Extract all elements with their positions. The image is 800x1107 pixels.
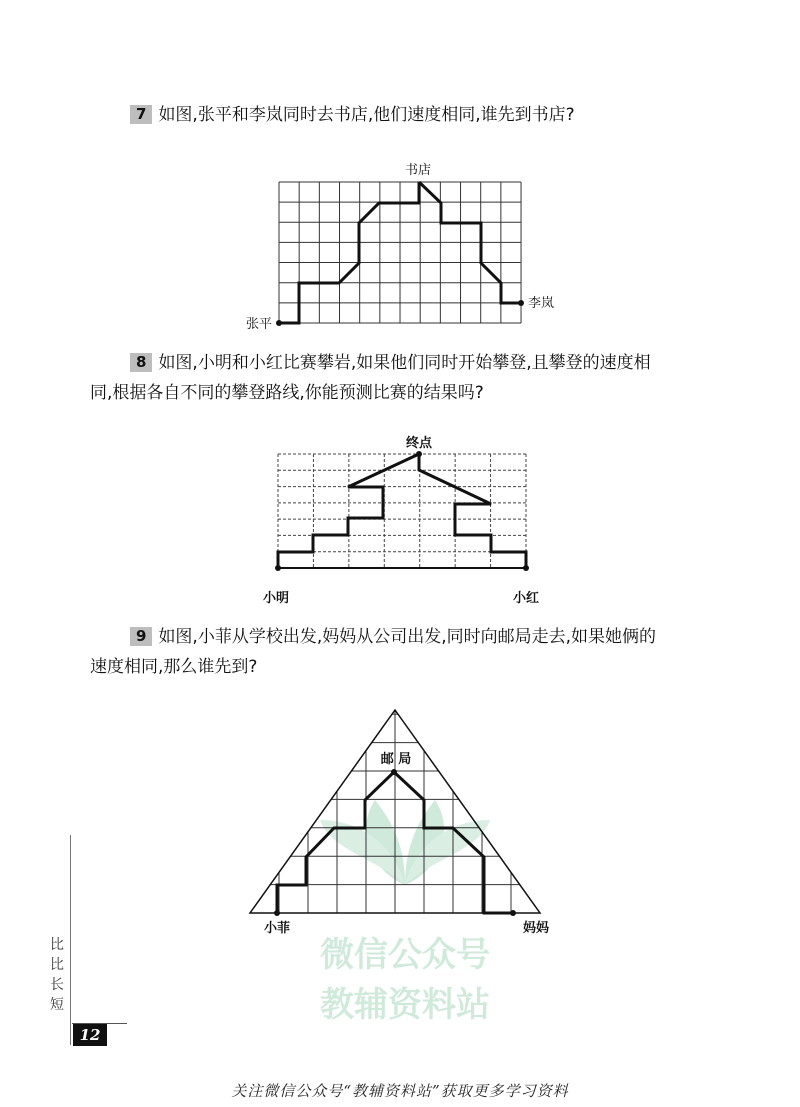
figure-8-start-dot-right xyxy=(523,565,529,571)
figure-8-label-xiaoming: 小明 xyxy=(262,591,290,606)
figure-7-path-zhangping xyxy=(279,182,419,323)
watermark-text-line1: 微信公众号 xyxy=(320,935,490,975)
figure-9-grid xyxy=(250,710,540,913)
problem-9-question-part1: 如图,小菲从学校出发,妈妈从公司出发,同时向邮局走去,如果她俩的 xyxy=(158,627,657,647)
problem-9-text-line1 xyxy=(90,622,730,652)
problem-9-number: 9 xyxy=(130,627,152,646)
footer-note: 关注微信公众号“教辅资料站”获取更多学习资料 xyxy=(231,1082,569,1100)
figure-8-climbing-paths xyxy=(0,430,800,610)
problem-7 xyxy=(90,100,730,130)
figure-8-grid xyxy=(278,454,526,568)
sidebar-char-4: 短 xyxy=(50,997,64,1013)
figure-9-label-post-office: 邮 局 xyxy=(380,752,412,767)
figure-7-grid-path xyxy=(0,150,800,340)
figure-7-start-dot-left xyxy=(276,320,282,326)
problem-8-text-line2: 同,根据各自不同的攀登路线,你能预测比赛的结果吗? xyxy=(90,383,484,403)
problem-8-question-part1: 如图,小明和小红比赛攀岩,如果他们同时开始攀登,且攀登的速度相 xyxy=(158,353,651,373)
sidebar-char-1: 比 xyxy=(50,937,64,953)
figure-8-label-xiaohong: 小红 xyxy=(512,591,540,606)
figure-9-triangle-map xyxy=(0,700,800,945)
problem-8-number: 8 xyxy=(130,353,152,372)
problem-8 xyxy=(90,348,730,408)
sidebar-char-2: 比 xyxy=(50,957,64,973)
figure-9-label-xiaofei: 小菲 xyxy=(263,921,291,936)
figure-9-start-dot-left xyxy=(274,910,280,916)
figure-8-finish-dot xyxy=(416,451,422,457)
problem-7-text xyxy=(90,100,730,130)
sidebar-rule xyxy=(70,835,71,1045)
figure-8-label-finish: 终点 xyxy=(405,436,433,451)
problem-7-question: 如图,张平和李岚同时去书店,他们速度相同,谁先到书店? xyxy=(158,105,575,125)
figure-7-start-dot-right xyxy=(518,300,524,306)
problem-7-number: 7 xyxy=(130,105,152,124)
figure-8-start-dot-left xyxy=(275,565,281,571)
figure-9-post-office-dot xyxy=(391,769,397,775)
figure-8-path-xiaohong xyxy=(419,454,526,568)
problem-9-text-line2: 速度相同,那么谁先到? xyxy=(90,657,258,677)
problem-8-text-line1 xyxy=(90,348,730,378)
sidebar-char-3: 长 xyxy=(50,977,64,993)
page-number: 12 xyxy=(73,1024,107,1046)
figure-7-label-store: 书店 xyxy=(404,163,432,178)
figure-9-start-dot-right xyxy=(510,910,516,916)
watermark-text-line2: 教辅资料站 xyxy=(320,985,490,1025)
sidebar-title xyxy=(50,935,66,1015)
figure-7-label-lilan: 李岚 xyxy=(528,296,555,311)
problem-9 xyxy=(90,622,730,682)
figure-7-label-zhangping: 张平 xyxy=(245,317,272,332)
figure-9-label-mama: 妈妈 xyxy=(522,921,550,936)
